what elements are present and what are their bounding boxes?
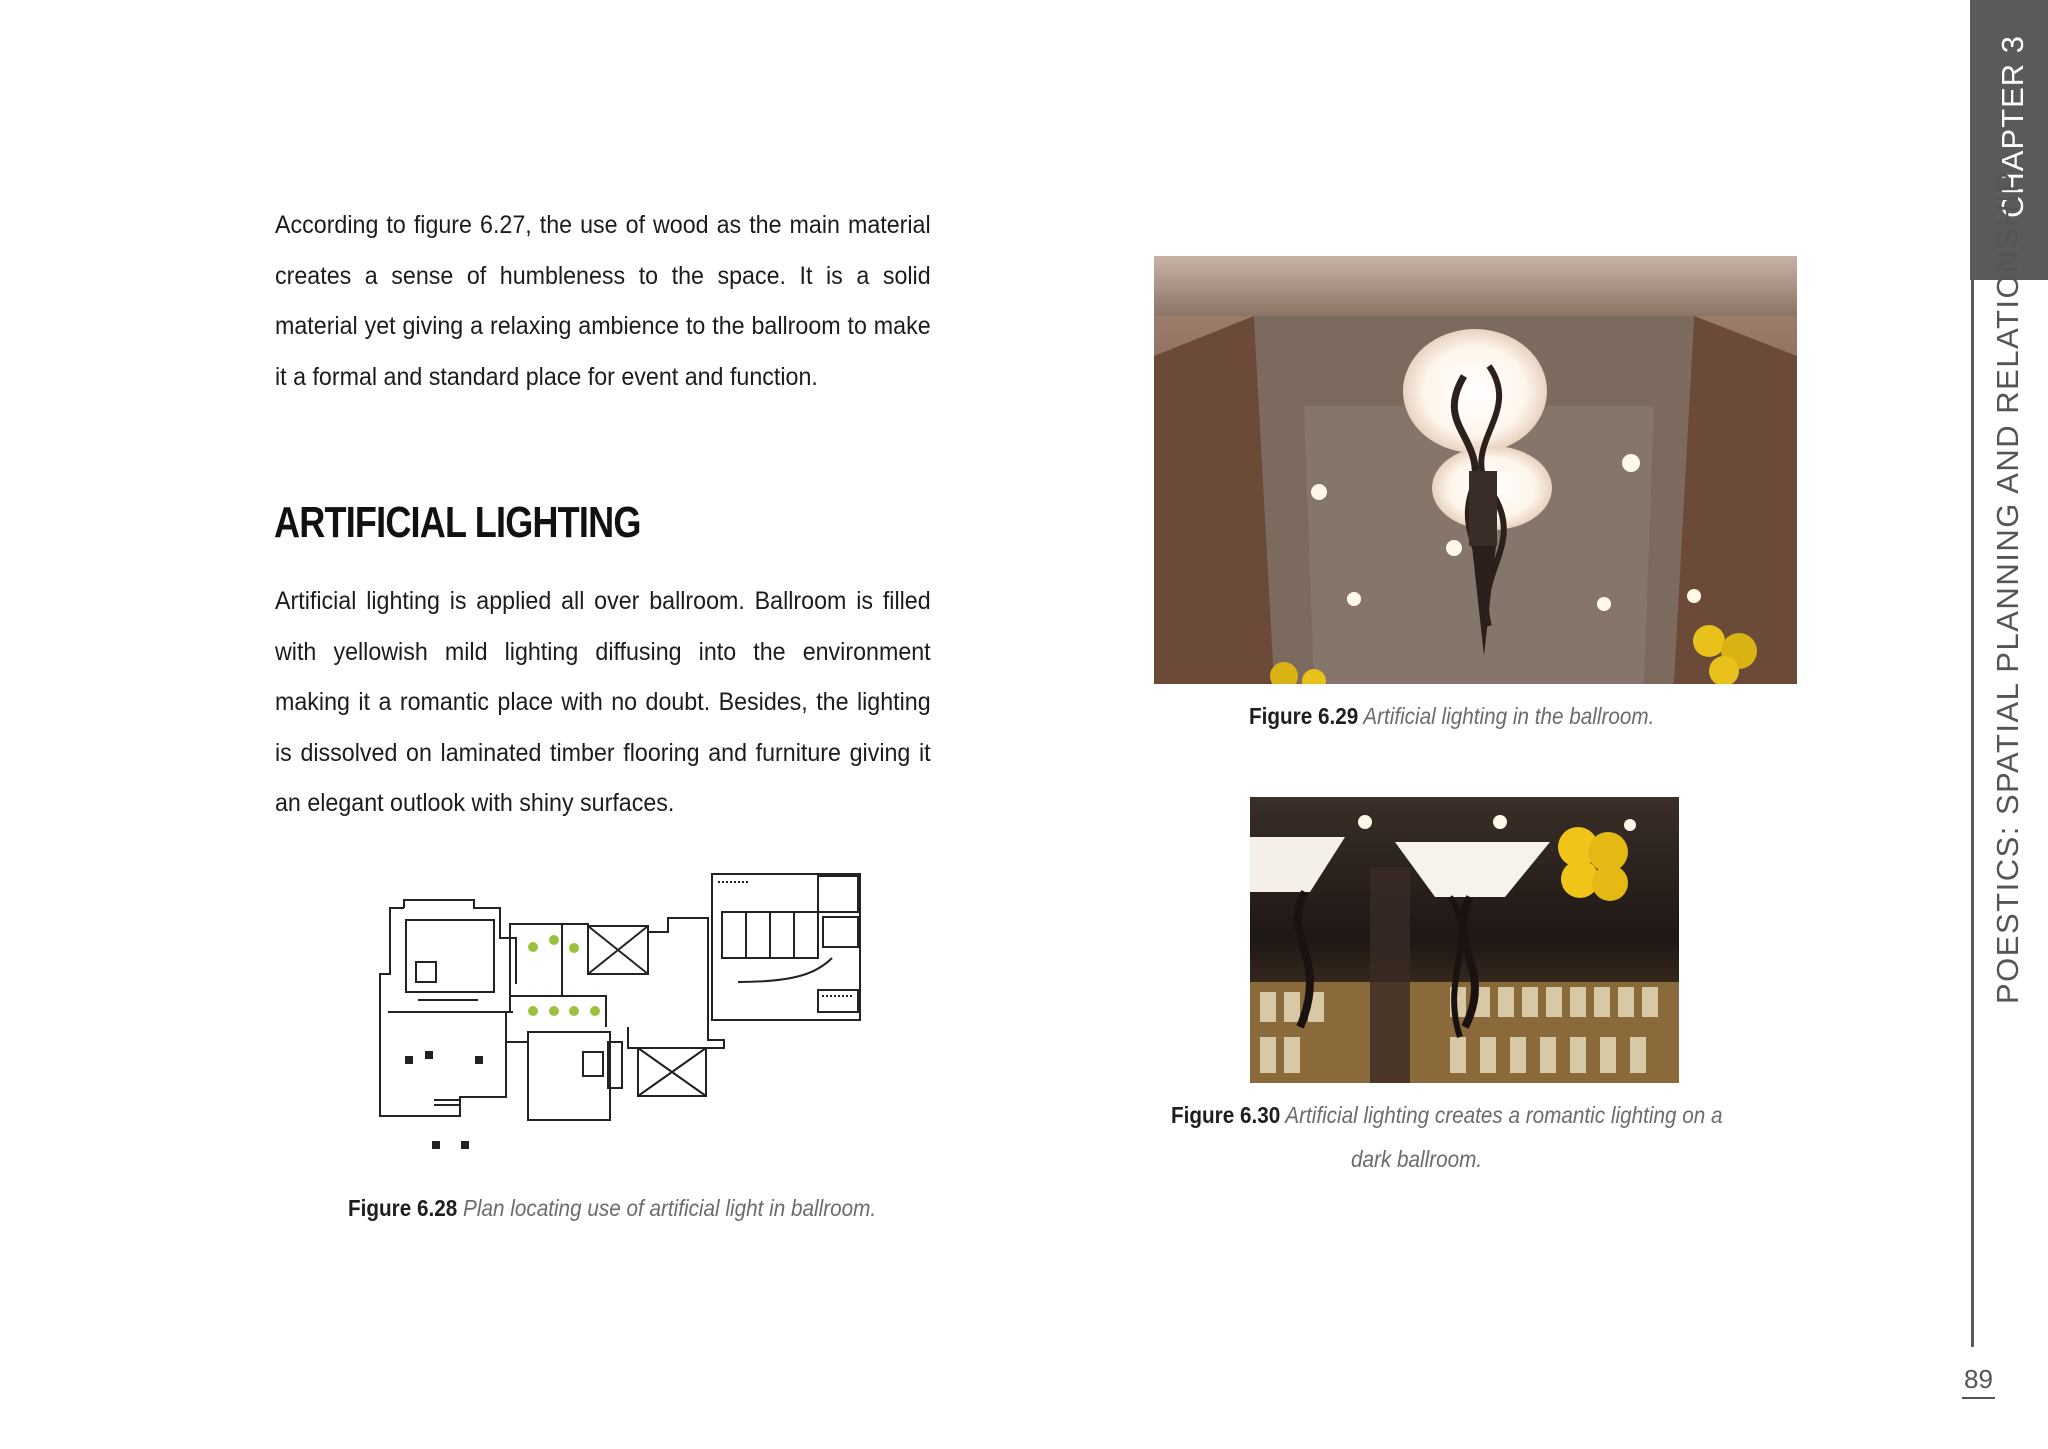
figure-text-line1: Artificial lighting creates a romantic lighting on a (1285, 1102, 1723, 1128)
page-number: 89 (1962, 1364, 1995, 1399)
figure-6-28-floor-plan (378, 862, 872, 1158)
figure-6-30-caption-line2: dark ballroom. (1351, 1146, 1483, 1172)
running-title: POESTICS: SPATIAL PLANNING AND RELATIONSHIP (1990, 170, 2025, 1004)
chapter-label: CHAPTER 3 (1995, 35, 2030, 218)
figure-6-29-photo (1154, 256, 1797, 684)
section-heading: ARTIFICIAL LIGHTING (274, 498, 641, 547)
intro-paragraph: According to figure 6.27, the use of wood as the main material creates a sense of humbleness to the space. It is a solid material yet giving a relaxing ambience to the ballroom to make it a formal and standard place for event and function. (275, 211, 931, 391)
figure-label: Figure 6.30 (1171, 1102, 1281, 1128)
figure-6-30-caption (1171, 1102, 1723, 1129)
figure-6-28-caption (348, 1195, 876, 1222)
figure-label: Figure 6.29 (1249, 703, 1359, 729)
figure-6-30-photo (1250, 797, 1679, 1083)
lighting-paragraph: Artificial lighting is applied all over ballroom. Ballroom is filled with yellowish mild lighting diffusing into the environment making it a romantic place with no doubt. Besides, the lighting is dissolved on laminated timber flooring and furniture giving it an elegant outlook with shiny surfaces. (275, 587, 931, 817)
figure-text: Plan locating use of artificial light in ballroom. (463, 1195, 877, 1221)
figure-label: Figure 6.28 (348, 1195, 458, 1221)
figure-6-29-caption (1249, 703, 1654, 730)
figure-text: Artificial lighting in the ballroom. (1363, 703, 1655, 729)
sidebar-rule (1971, 280, 1974, 1347)
